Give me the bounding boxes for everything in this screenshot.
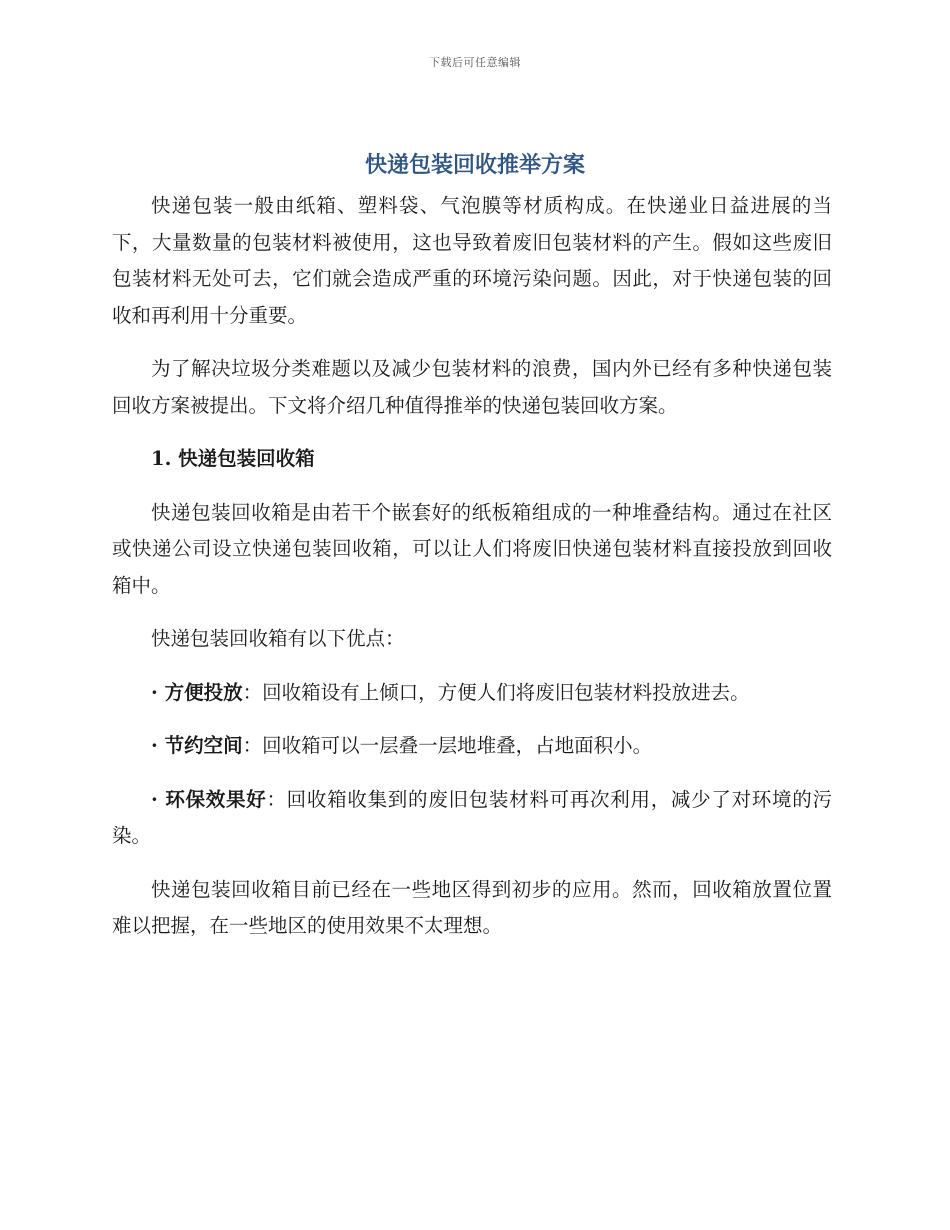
advantage-term: 节约空间 [164,734,243,757]
intro-paragraph: 快递包装一般由纸箱、塑料袋、气泡膜等材质构成。在快递业日益进展的当下，大量数量的包装材料被使用，这也导致着废旧包装材料的产生。假如这些废旧包装材料无处可去，它们就会造成严重的环境污染问题。因此，对于快递包装的回收和再利用十分重要。 [112,194,832,327]
advantage-text: 回收箱收集到的废旧包装材料可再次利用，减少了对环境的污染。 [112,787,832,847]
advantage-separator: ： [266,787,287,811]
advantage-bullet: · [151,734,165,757]
advantage-text: 回收箱设有上倾口，方便人们将废旧包装材料投放进去。 [262,680,750,704]
document-body [112,188,832,945]
context-paragraph: 为了解决垃圾分类难题以及减少包装材料的浪费，国内外已经有多种快递包装回收方案被提出。下文将介绍几种值得推举的快递包装回收方案。 [112,357,832,417]
advantage-text: 回收箱可以一层叠一层地堆叠，占地面积小。 [262,734,653,757]
advantages-intro-paragraph: 快递包装回收箱有以下优点： [151,627,405,650]
advantage-item [112,675,832,712]
advantage-term: 方便投放 [164,680,243,704]
document-title: 快递包装回收推举方案 [364,153,585,178]
section-heading: 1. 快递包装回收箱 [151,447,315,470]
advantage-term: 环保效果好 [165,787,267,811]
section-description-paragraph: 快递包装回收箱是由若干个嵌套好的纸板箱组成的一种堆叠结构。通过在社区或快递公司设立快递包装回收箱，可以让人们将废旧快递包装材料直接投放到回收箱中。 [112,500,832,597]
conclusion-paragraph: 快递包装回收箱目前已经在一些地区得到初步的应用。然而，回收箱放置位置难以把握，在一些地区的使用效果不太理想。 [112,877,832,937]
advantage-bullet: · [151,680,165,704]
advantage-separator: ： [242,680,263,704]
page-header-note: 下载后可任意编辑 [429,56,521,69]
advantage-bullet: · [151,787,166,811]
advantage-item [112,782,832,855]
advantage-separator: ： [242,734,263,757]
advantage-item [112,728,832,765]
